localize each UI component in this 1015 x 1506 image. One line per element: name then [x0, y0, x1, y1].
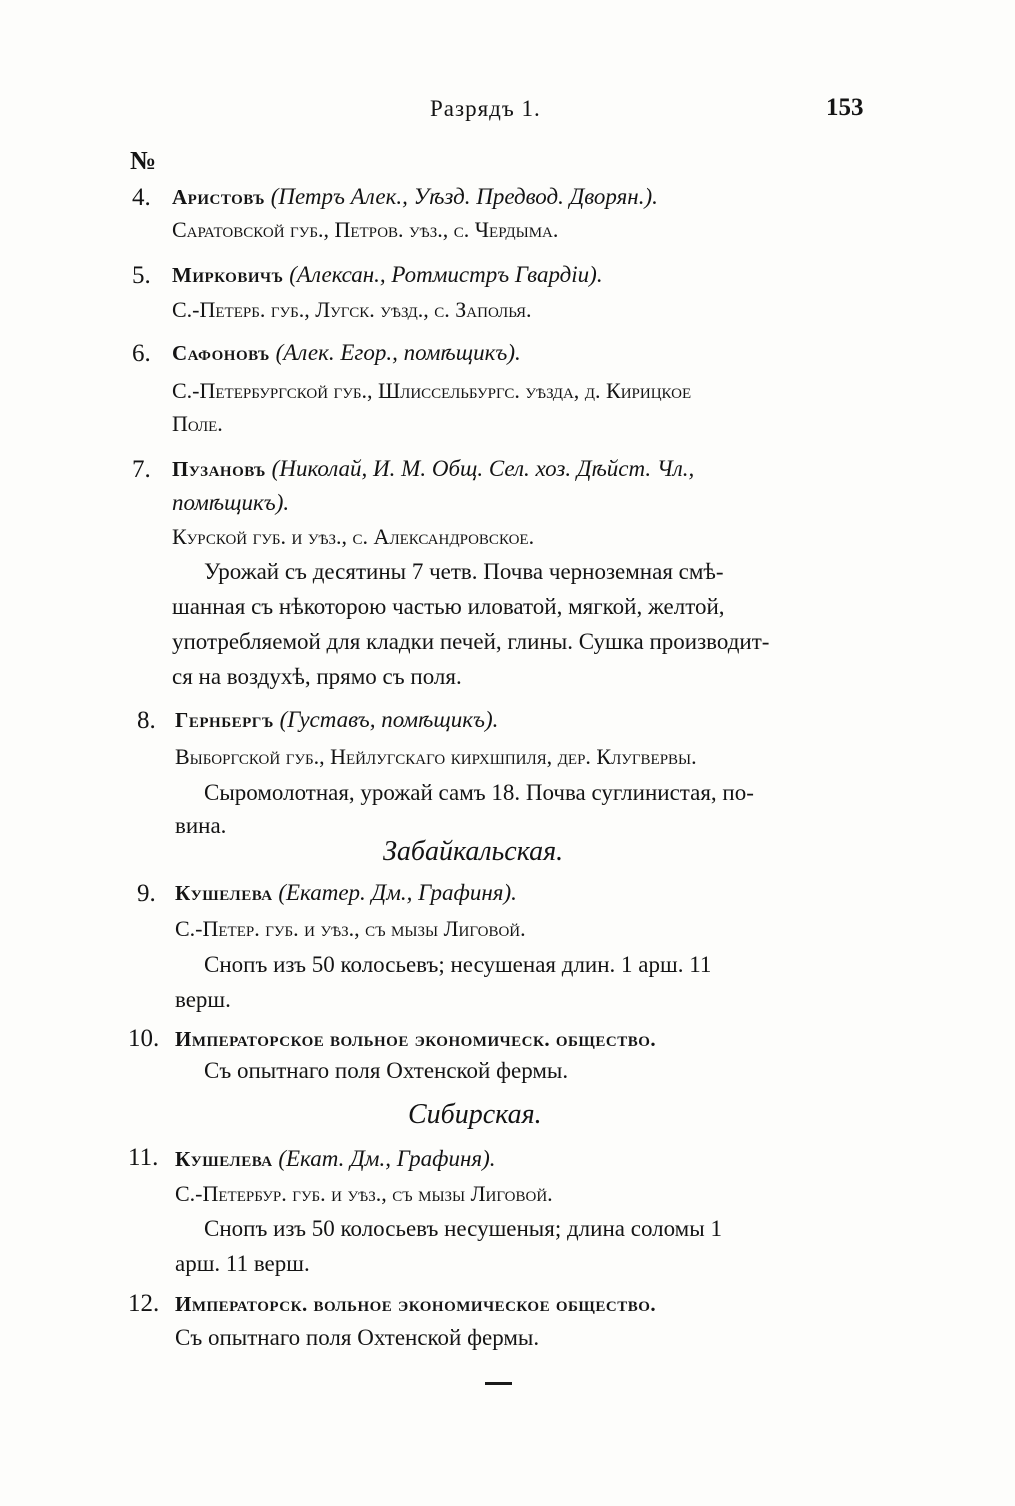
entry-9-description-line-1: Снопъ изъ 50 колосьевъ; несушеная длин. 1 арш. 11 — [204, 952, 712, 977]
entry-6-number: 6. — [132, 340, 151, 367]
entry-10-name: Императорское вольное экономическ. общество. — [175, 1027, 657, 1051]
entry-4-details: (Петръ Алек., Уѣзд. Предвод. Дворян.). — [270, 184, 658, 209]
entry-6-details: (Алек. Егор., помѣщикъ). — [275, 340, 521, 365]
entry-6-location-line-1: С.-Петербургской губ., Шлиссельбургс. уѣзда, д. Кирицкое — [172, 378, 692, 403]
entry-7-details-line-1: (Николай, И. М. Общ. Сел. хоз. Дѣйст. Чл., — [271, 456, 695, 481]
entry-7-description-line-4: ся на воздухѣ, прямо съ поля. — [172, 664, 462, 689]
entry-7-description-line-1: Урожай съ десятины 7 четв. Почва черноземная смѣ- — [204, 559, 724, 584]
entry-8-heading — [175, 707, 498, 733]
entry-11-number: 11. — [128, 1144, 159, 1171]
entry-6-name: Сафоновъ — [172, 341, 270, 365]
entry-11-details: (Екат. Дм., Графиня). — [278, 1146, 496, 1171]
section-title-sibirskaya: Сибирская. — [408, 1099, 542, 1130]
entry-9-details: (Екатер. Дм., Графиня). — [278, 880, 517, 905]
entry-7-details-line-2: помѣщикъ). — [172, 490, 290, 515]
entry-11-heading — [175, 1146, 495, 1172]
entry-4-number: 4. — [132, 184, 151, 211]
entry-5-location: С.-Петерб. губ., Лугск. уѣзд., с. Заполья. — [172, 297, 532, 322]
entry-7-name: Пузановъ — [172, 457, 266, 481]
entry-11-description-line-2: арш. 11 верш. — [175, 1251, 310, 1276]
entry-9-location: С.-Петер. губ. и уѣз., съ мызы Лиговой. — [175, 916, 526, 941]
entry-5-number: 5. — [132, 262, 151, 289]
entry-7-number: 7. — [132, 456, 151, 483]
entry-8-description-line-2: вина. — [175, 813, 227, 838]
entry-11-description-line-1: Снопъ изъ 50 колосьевъ несушеныя; длина соломы 1 — [204, 1216, 722, 1241]
entry-7-description-line-2: шанная съ нѣкоторою частью иловатой, мягкой, желтой, — [172, 594, 725, 619]
end-rule-divider — [485, 1382, 512, 1385]
entry-5-details: (Алексан., Ротмистръ Гвардіи). — [289, 262, 603, 287]
entry-8-location: Выборгской губ., Нейлугскаго кирхшпиля, дер. Клугвервы. — [175, 744, 697, 769]
entry-8-name: Гернбергъ — [175, 708, 274, 732]
entry-5-heading — [172, 262, 603, 288]
entry-12-name: Императорск. вольное экономическое общество. — [175, 1292, 657, 1316]
entry-7-heading — [172, 456, 694, 482]
entry-4-location: Саратовской губ., Петров. уѣз., с. Чердыма. — [172, 217, 559, 242]
entry-10-location: Съ опытнаго поля Охтенской фермы. — [204, 1058, 569, 1083]
entry-12-location: Съ опытнаго поля Охтенской фермы. — [175, 1325, 540, 1350]
entry-8-details: (Густавъ, помѣщикъ). — [279, 707, 499, 732]
entry-10-number: 10. — [128, 1025, 160, 1052]
entry-9-description-line-2: верш. — [175, 987, 231, 1012]
page-number: 153 — [826, 94, 864, 121]
entry-8-description-line-1: Сыромолотная, урожай самъ 18. Почва суглинистая, по- — [204, 780, 754, 805]
entry-7-description-line-3: употребляемой для кладки печей, глины. Сушка производит- — [172, 629, 770, 654]
entry-6-heading — [172, 340, 521, 366]
entry-9-heading — [175, 880, 517, 906]
entry-7-location: Курской губ. и уѣз., с. Александровское. — [172, 524, 535, 549]
entry-11-name: Кушелева — [175, 1147, 273, 1171]
number-sign: № — [130, 146, 157, 175]
entry-12-number: 12. — [128, 1290, 160, 1317]
page-header-title: Разрядъ 1. — [430, 96, 541, 121]
entry-9-name: Кушелева — [175, 881, 273, 905]
entry-8-number: 8. — [137, 707, 156, 734]
section-title-zabaikalskaya: Забайкальская. — [383, 836, 564, 867]
entry-11-location: С.-Петербур. губ. и уѣз., съ мызы Лиговой. — [175, 1181, 553, 1206]
entry-9-number: 9. — [137, 880, 156, 907]
entry-12-heading — [175, 1291, 656, 1317]
entry-4-name: Аристовъ — [172, 185, 265, 209]
entry-5-name: Мирковичъ — [172, 263, 284, 287]
entry-10-heading — [175, 1026, 656, 1052]
entry-6-location-line-2: Поле. — [172, 411, 223, 436]
entry-4-heading — [172, 184, 658, 210]
